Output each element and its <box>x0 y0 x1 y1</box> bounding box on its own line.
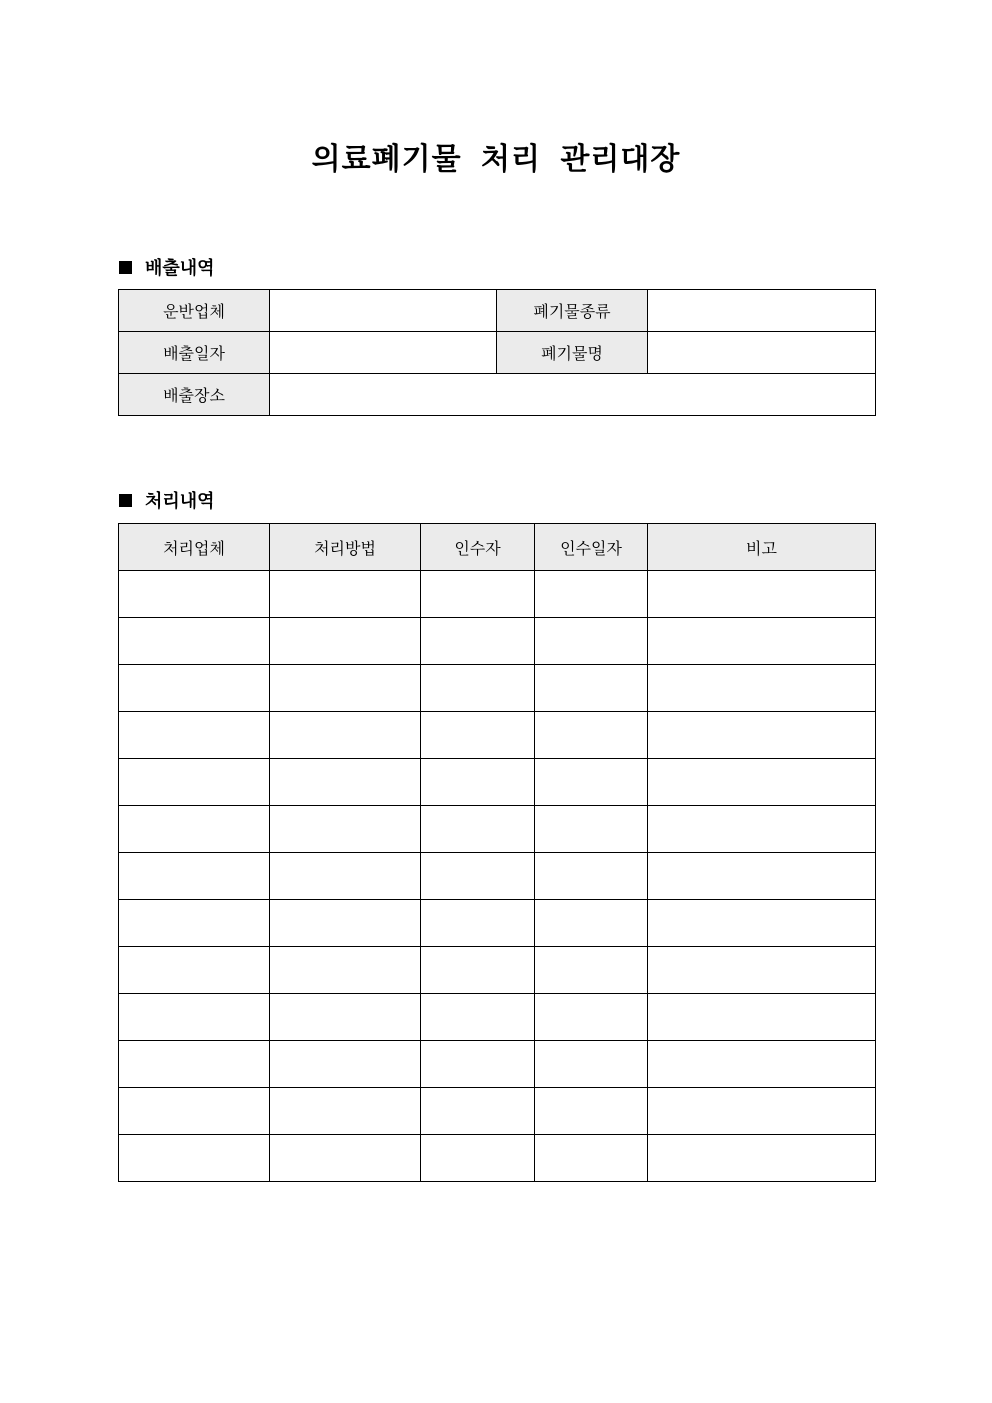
table-row <box>119 618 876 665</box>
method-cell[interactable] <box>270 1135 421 1182</box>
receipt-date-cell[interactable] <box>535 806 648 853</box>
remarks-cell[interactable] <box>648 1088 876 1135</box>
table-row <box>119 290 876 332</box>
receiver-cell[interactable] <box>421 806 535 853</box>
column-header-receiver: 인수자 <box>421 524 535 571</box>
column-header-method: 처리방법 <box>270 524 421 571</box>
receiver-cell[interactable] <box>421 994 535 1041</box>
remarks-cell[interactable] <box>648 759 876 806</box>
processor-cell[interactable] <box>119 947 270 994</box>
processor-cell[interactable] <box>119 1041 270 1088</box>
method-cell[interactable] <box>270 994 421 1041</box>
table-row <box>119 571 876 618</box>
emission-place-label: 배출장소 <box>119 374 270 416</box>
receiver-cell[interactable] <box>421 1135 535 1182</box>
column-header-processor: 처리업체 <box>119 524 270 571</box>
remarks-cell[interactable] <box>648 712 876 759</box>
receipt-date-cell[interactable] <box>535 994 648 1041</box>
processor-cell[interactable] <box>119 994 270 1041</box>
receiver-cell[interactable] <box>421 1041 535 1088</box>
receipt-date-cell[interactable] <box>535 1041 648 1088</box>
remarks-cell[interactable] <box>648 806 876 853</box>
method-cell[interactable] <box>270 1041 421 1088</box>
processor-cell[interactable] <box>119 571 270 618</box>
method-cell[interactable] <box>270 947 421 994</box>
receipt-date-cell[interactable] <box>535 665 648 712</box>
receiver-cell[interactable] <box>421 571 535 618</box>
column-header-receipt-date: 인수일자 <box>535 524 648 571</box>
emission-date-field[interactable] <box>270 332 497 374</box>
method-cell[interactable] <box>270 759 421 806</box>
page-title: 의료폐기물 처리 관리대장 <box>311 142 681 177</box>
receiver-cell[interactable] <box>421 900 535 947</box>
receipt-date-cell[interactable] <box>535 618 648 665</box>
method-cell[interactable] <box>270 1088 421 1135</box>
receipt-date-cell[interactable] <box>535 947 648 994</box>
waste-name-field[interactable] <box>648 332 876 374</box>
receiver-cell[interactable] <box>421 853 535 900</box>
carrier-field[interactable] <box>270 290 497 332</box>
waste-name-label: 폐기물명 <box>497 332 648 374</box>
table-row <box>119 332 876 374</box>
receiver-cell[interactable] <box>421 759 535 806</box>
method-cell[interactable] <box>270 900 421 947</box>
processor-cell[interactable] <box>119 1088 270 1135</box>
square-bullet-icon <box>119 261 132 274</box>
table-row <box>119 1135 876 1182</box>
emission-place-field[interactable] <box>270 374 876 416</box>
processor-cell[interactable] <box>119 1135 270 1182</box>
receiver-cell[interactable] <box>421 618 535 665</box>
receipt-date-cell[interactable] <box>535 1135 648 1182</box>
receiver-cell[interactable] <box>421 947 535 994</box>
table-header-row <box>119 524 876 571</box>
table-row <box>119 665 876 712</box>
remarks-cell[interactable] <box>648 571 876 618</box>
receiver-cell[interactable] <box>421 1088 535 1135</box>
table-row <box>119 806 876 853</box>
method-cell[interactable] <box>270 712 421 759</box>
table-row <box>119 712 876 759</box>
emission-section-heading <box>119 254 215 280</box>
processor-cell[interactable] <box>119 853 270 900</box>
processing-table-body <box>119 571 876 1182</box>
carrier-label: 운반업체 <box>119 290 270 332</box>
remarks-cell[interactable] <box>648 1135 876 1182</box>
table-row <box>119 994 876 1041</box>
table-row <box>119 759 876 806</box>
processor-cell[interactable] <box>119 759 270 806</box>
remarks-cell[interactable] <box>648 900 876 947</box>
processor-cell[interactable] <box>119 712 270 759</box>
method-cell[interactable] <box>270 665 421 712</box>
receipt-date-cell[interactable] <box>535 571 648 618</box>
receipt-date-cell[interactable] <box>535 712 648 759</box>
table-row <box>119 900 876 947</box>
receipt-date-cell[interactable] <box>535 1088 648 1135</box>
processing-table <box>118 523 876 1182</box>
emission-heading-label: 배출내역 <box>145 258 215 279</box>
method-cell[interactable] <box>270 571 421 618</box>
column-header-remarks: 비고 <box>648 524 876 571</box>
processor-cell[interactable] <box>119 900 270 947</box>
processor-cell[interactable] <box>119 806 270 853</box>
table-row <box>119 1041 876 1088</box>
square-bullet-icon <box>119 494 132 507</box>
table-row <box>119 853 876 900</box>
processor-cell[interactable] <box>119 618 270 665</box>
waste-type-field[interactable] <box>648 290 876 332</box>
processing-section-heading <box>119 487 215 513</box>
waste-type-label: 폐기물종류 <box>497 290 648 332</box>
remarks-cell[interactable] <box>648 1041 876 1088</box>
emission-date-label: 배출일자 <box>119 332 270 374</box>
table-row <box>119 947 876 994</box>
processing-heading-label: 처리내역 <box>145 491 215 512</box>
method-cell[interactable] <box>270 618 421 665</box>
table-row <box>119 374 876 416</box>
table-row <box>119 1088 876 1135</box>
receiver-cell[interactable] <box>421 712 535 759</box>
receipt-date-cell[interactable] <box>535 853 648 900</box>
method-cell[interactable] <box>270 806 421 853</box>
remarks-cell[interactable] <box>648 947 876 994</box>
processor-cell[interactable] <box>119 665 270 712</box>
method-cell[interactable] <box>270 853 421 900</box>
emission-table <box>118 289 876 416</box>
receiver-cell[interactable] <box>421 665 535 712</box>
receipt-date-cell[interactable] <box>535 900 648 947</box>
remarks-cell[interactable] <box>648 994 876 1041</box>
remarks-cell[interactable] <box>648 618 876 665</box>
remarks-cell[interactable] <box>648 665 876 712</box>
remarks-cell[interactable] <box>648 853 876 900</box>
receipt-date-cell[interactable] <box>535 759 648 806</box>
